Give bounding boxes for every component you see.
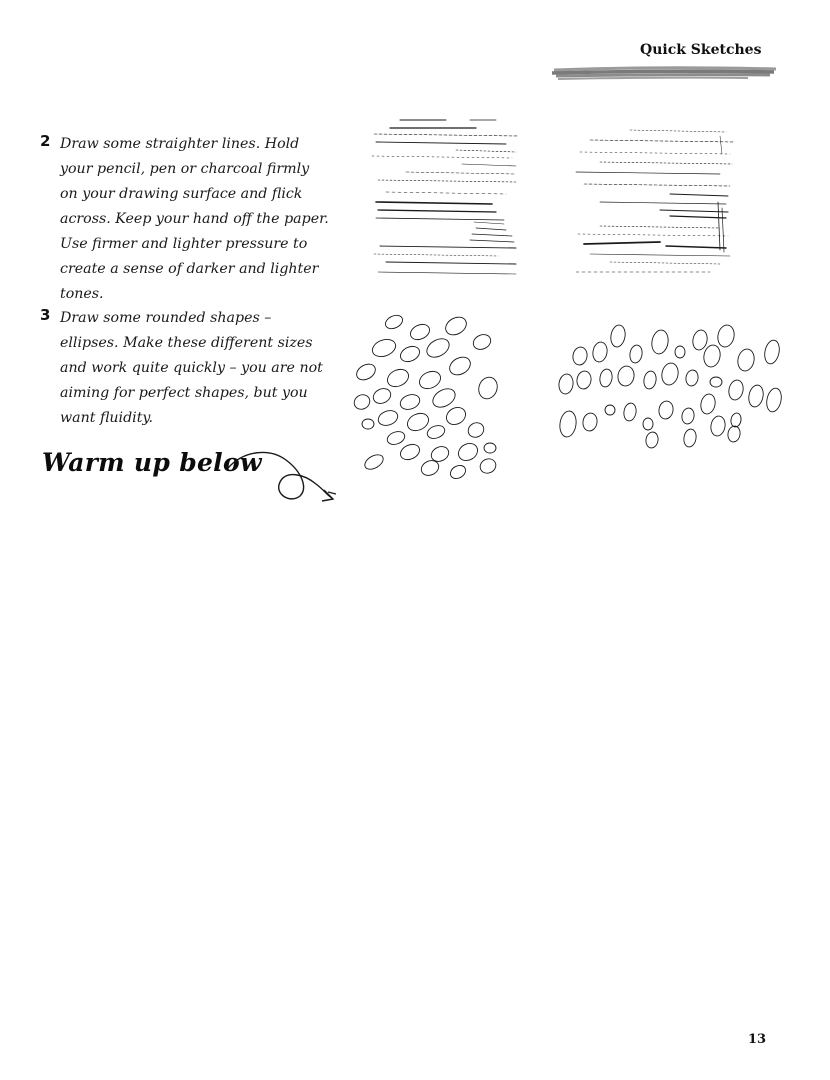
step-number: 2: [40, 132, 51, 150]
step-text: Draw some straighter lines. Hold your pencil, pen or charcoal firmly on your drawing surface and flick across. Keep your hand off the paper. Use firmer and lighter pressure to create a sense of darker and lighter tones.: [60, 136, 329, 302]
straight-lines-sketch-left: [366, 112, 526, 282]
step-3: [40, 306, 330, 431]
brush-stroke-icon: [548, 64, 780, 86]
warm-up-heading: Warm up below: [42, 448, 262, 477]
page-number: 13: [748, 1032, 767, 1047]
step-text: Draw some rounded shapes – ellipses. Make these different sizes and work quite quickly – you are not aiming for perfect shapes, but you want fluidity.: [60, 310, 323, 426]
ellipses-sketch-left: [340, 306, 510, 484]
straight-lines-sketch-right: [570, 122, 740, 280]
step-2: [40, 132, 330, 307]
running-title: Quick Sketches: [640, 42, 762, 58]
curly-arrow-icon: [224, 444, 354, 508]
step-number: 3: [40, 306, 51, 324]
ellipses-sketch-right: [548, 322, 784, 454]
